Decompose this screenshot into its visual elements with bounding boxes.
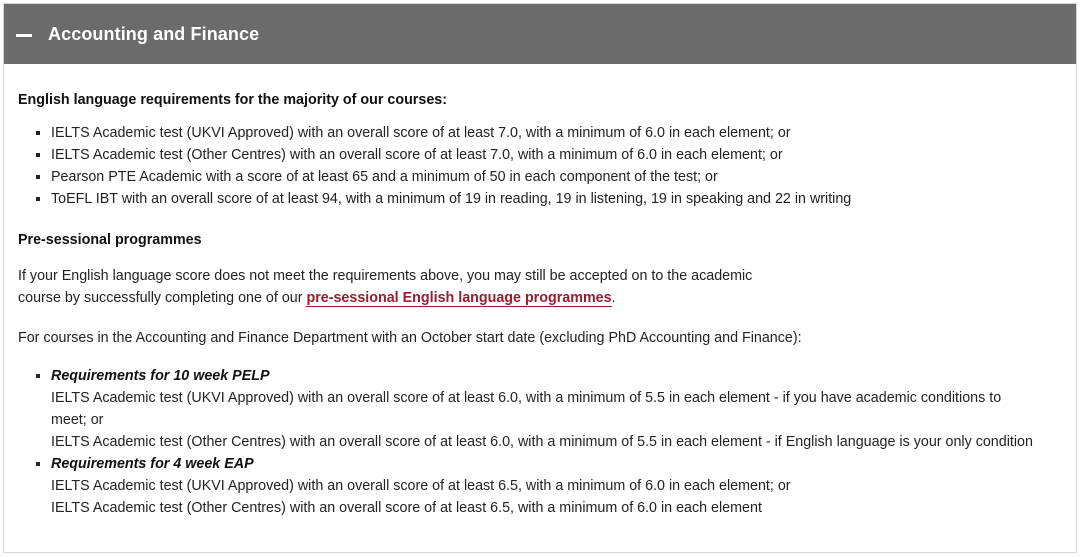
pelp-heading: Requirements for 10 week PELP: [51, 368, 270, 384]
list-item: [18, 453, 1068, 519]
list-item-text: IELTS Academic test (Other Centres) with an overall score of at least 7.0, with a minimum of 6.0 in each element; or: [51, 147, 783, 163]
paragraph-suffix: .: [611, 290, 616, 306]
list-item-text: Pearson PTE Academic with a score of at least 65 and a minimum of 50 in each component of the test; or: [51, 169, 718, 185]
pelp-line: meet; or: [51, 412, 104, 428]
eap-line: IELTS Academic test (UKVI Approved) with an overall score of at least 6.5, with a minimum of 6.0 in each element; or: [51, 478, 791, 494]
paragraph-line: If your English language score does not meet the requirements above, you may still be accepted on to the academic: [18, 268, 753, 284]
list-item: [18, 365, 1068, 453]
eap-heading: Requirements for 4 week EAP: [51, 456, 254, 472]
accordion-header[interactable]: [4, 4, 1076, 64]
pelp-line: IELTS Academic test (Other Centres) with an overall score of at least 6.0, with a minimum of 5.5 in each element - if English language is your only condition: [51, 434, 1033, 450]
bullet-icon: [36, 374, 40, 378]
bullet-icon: [36, 175, 40, 179]
october-courses-paragraph: For courses in the Accounting and Finance Department with an October start date (excluding PhD Accounting and Finance):: [18, 330, 802, 346]
list-item: [18, 188, 851, 210]
list-item: [18, 122, 851, 144]
requirements-list: [18, 122, 851, 210]
accordion-panel: [3, 3, 1077, 553]
list-item-text: IELTS Academic test (UKVI Approved) with an overall score of at least 7.0, with a minimum of 6.0 in each element; or: [51, 125, 791, 141]
requirements-heading: English language requirements for the majority of our courses:: [18, 92, 447, 108]
pelp-line: IELTS Academic test (UKVI Approved) with an overall score of at least 6.0, with a minimum of 5.5 in each element - if you have academic conditions to: [51, 390, 1002, 406]
presessional-programmes-link[interactable]: pre-sessional English language programmes: [306, 290, 612, 306]
bullet-icon: [36, 197, 40, 201]
list-item-text: ToEFL IBT with an overall score of at least 94, with a minimum of 19 in reading, 19 in listening, 19 in speaking and 22 in writing: [51, 191, 852, 207]
minus-icon[interactable]: [16, 34, 32, 37]
list-item: [18, 144, 851, 166]
list-item: [18, 166, 851, 188]
eap-line: IELTS Academic test (Other Centres) with an overall score of at least 6.5, with a minimum of 6.0 in each element: [51, 500, 762, 516]
presessional-paragraph: [18, 265, 752, 309]
panel-title: Accounting and Finance: [48, 23, 260, 44]
bullet-icon: [36, 462, 40, 466]
bullet-icon: [36, 131, 40, 135]
presessional-heading: Pre-sessional programmes: [18, 232, 202, 248]
bullet-icon: [36, 153, 40, 157]
programme-requirements-list: [18, 365, 1068, 519]
paragraph-line: course by successfully completing one of our: [18, 290, 307, 306]
